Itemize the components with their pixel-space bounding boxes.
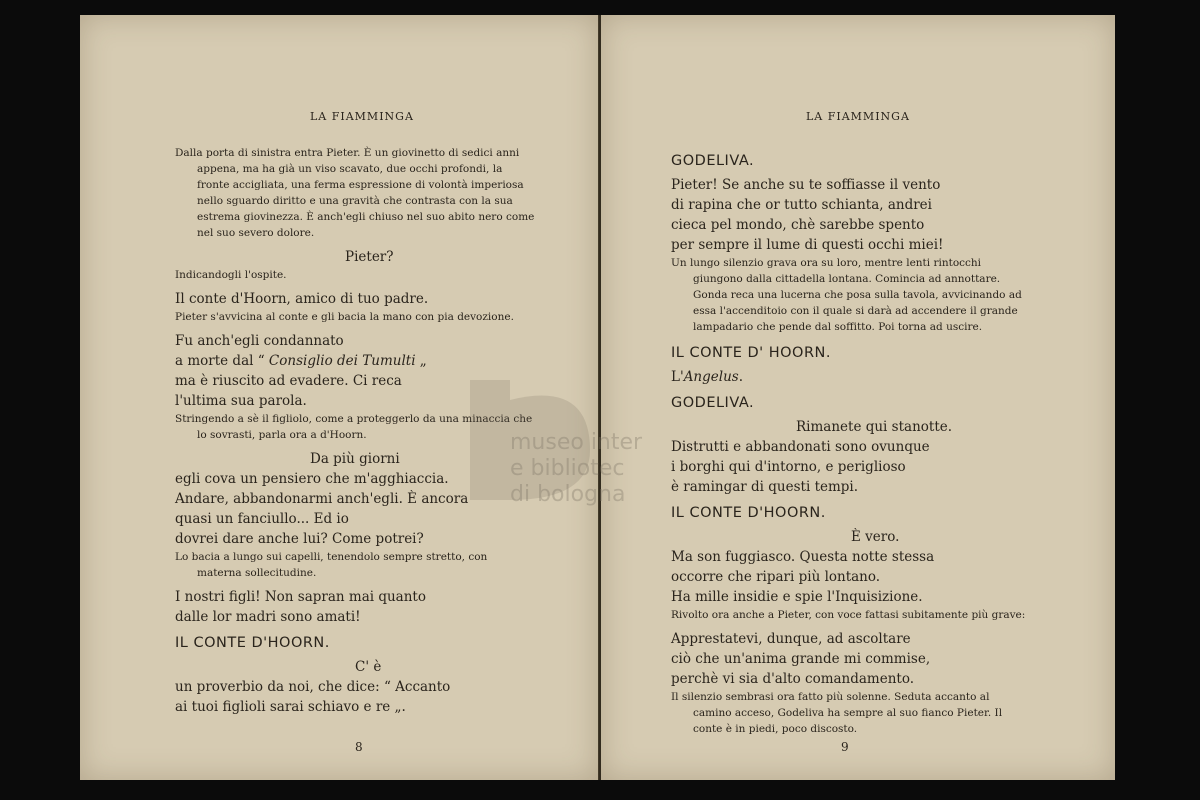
stage-direction: Rivolto ora anche a Pieter, con voce fattasi subitamente più grave:: [671, 609, 1026, 621]
verse-line: Apprestatevi, dunque, ad ascoltare: [671, 631, 911, 647]
verse-line: è ramingar di questi tempi.: [671, 479, 859, 495]
verse-line: Ma son fuggiasco. Questa notte stessa: [671, 549, 935, 565]
verse-line: C' è: [355, 659, 382, 675]
speaker-name: IL CONTE D'HOORN.: [671, 505, 826, 521]
verse-line: un proverbio da noi, che dice: “ Accanto: [175, 679, 451, 695]
verse-line: Pieter?: [345, 249, 394, 265]
verse-line: ai tuoi figlioli sarai schiavo e re „.: [175, 699, 406, 715]
speaker-name: GODELIVA.: [671, 153, 755, 169]
verse-line: Ha mille insidie e spie l'Inquisizione.: [671, 589, 923, 605]
page-number: 8: [355, 740, 363, 754]
verse-text: L': [671, 369, 684, 385]
right-page-text: [671, 145, 1031, 743]
verse-line: occorre che ripari più lontano.: [671, 569, 881, 585]
verse-line: quasi un fanciullo... Ed io: [175, 511, 349, 527]
stage-direction: Il silenzio sembrasi ora fatto più solenne. Seduta accanto al camino acceso, Godeliva ha sempre al suo fianco Pieter. Il conte è in piedi, poco discosto.: [671, 691, 1003, 735]
speaker-name: IL CONTE D'HOORN.: [175, 635, 330, 651]
verse-line: per sempre il lume di questi occhi miei!: [671, 237, 944, 253]
verse-line: [671, 367, 1031, 387]
watermark-line: e bibliotec: [510, 456, 625, 481]
verse-line: i borghi qui d'intorno, e periglioso: [671, 459, 906, 475]
speaker-name: IL CONTE D' HOORN.: [671, 345, 831, 361]
stage-direction: Pieter s'avvicina al conte e gli bacia la mano con pia devozione.: [175, 311, 514, 323]
verse-line: dovrei dare anche lui? Come potrei?: [175, 531, 424, 547]
verse-text: a morte dal “: [175, 353, 269, 369]
speaker-name: GODELIVA.: [671, 395, 755, 411]
verse-line: perchè vi sia d'alto comandamento.: [671, 671, 915, 687]
watermark-line: di bologna: [510, 482, 626, 507]
stage-direction: Dalla porta di sinistra entra Pieter. È un giovinetto di sedici anni appena, ma ha già un viso scavato, due occhi profondi, la fronte accigliata, una ferma espressione di volontà imperiosa nello sguardo diritto e una gravità che contrasta con la sua estrema giovinezza. È anch'egli chiuso nel suo abito nero come nel suo severo dolore.: [175, 147, 535, 239]
watermark-text: [510, 430, 642, 508]
verse-line: Rimanete qui stanotte.: [796, 419, 953, 435]
verse-line: Distrutti e abbandonati sono ovunque: [671, 439, 930, 455]
stage-direction: Stringendo a sè il figliolo, come a proteggerlo da una minaccia che lo sovrasti, parla ora a d'Hoorn.: [175, 413, 533, 441]
verse-line: ma è riuscito ad evadere. Ci reca: [175, 373, 402, 389]
verse-line: l'ultima sua parola.: [175, 393, 307, 409]
watermark-line: museo inter: [510, 430, 643, 455]
running-head: LA FIAMMINGA: [806, 110, 910, 123]
page-number: 9: [841, 740, 849, 754]
stage-direction: Lo bacia a lungo sui capelli, tenendolo sempre stretto, con materna sollecitudine.: [175, 551, 488, 579]
verse-line: cieca pel mondo, chè sarebbe spento: [671, 217, 925, 233]
verse-line: di rapina che or tutto schianta, andrei: [671, 197, 932, 213]
verse-line: Il conte d'Hoorn, amico di tuo padre.: [175, 291, 429, 307]
verse-line: egli cova un pensiero che m'agghiaccia.: [175, 471, 449, 487]
verse-line: Da più giorni: [310, 451, 400, 467]
stage-direction: Indicandogli l'ospite.: [175, 269, 287, 281]
italic-title: Consiglio dei Tumulti: [268, 353, 416, 369]
verse-text: .: [738, 369, 743, 385]
running-head: LA FIAMMINGA: [310, 110, 414, 123]
verse-line: dalle lor madri sono amati!: [175, 609, 361, 625]
stage-direction: Un lungo silenzio grava ora su loro, mentre lenti rintocchi giungono dalla cittadella lontana. Comincia ad annottare. Gonda reca una lucerna che posa sulla tavola, avvicinando ad essa l'accenditoio con il quale si darà ad accendere il grande lampadario che pende dal soffitto. Poi torna ad uscire.: [671, 257, 1022, 333]
verse-text: „: [415, 353, 427, 369]
verse-line: Andare, abbandonarmi anch'egli. È ancora: [175, 491, 469, 507]
verse-line: Fu anch'egli condannato: [175, 333, 344, 349]
verse-line: ciò che un'anima grande mi commise,: [671, 651, 931, 667]
verse-line: È vero.: [851, 529, 900, 545]
italic-title: Angelus: [683, 369, 739, 385]
verse-line: Pieter! Se anche su te soffiasse il vento: [671, 177, 941, 193]
verse-line: I nostri figli! Non sapran mai quanto: [175, 589, 426, 605]
